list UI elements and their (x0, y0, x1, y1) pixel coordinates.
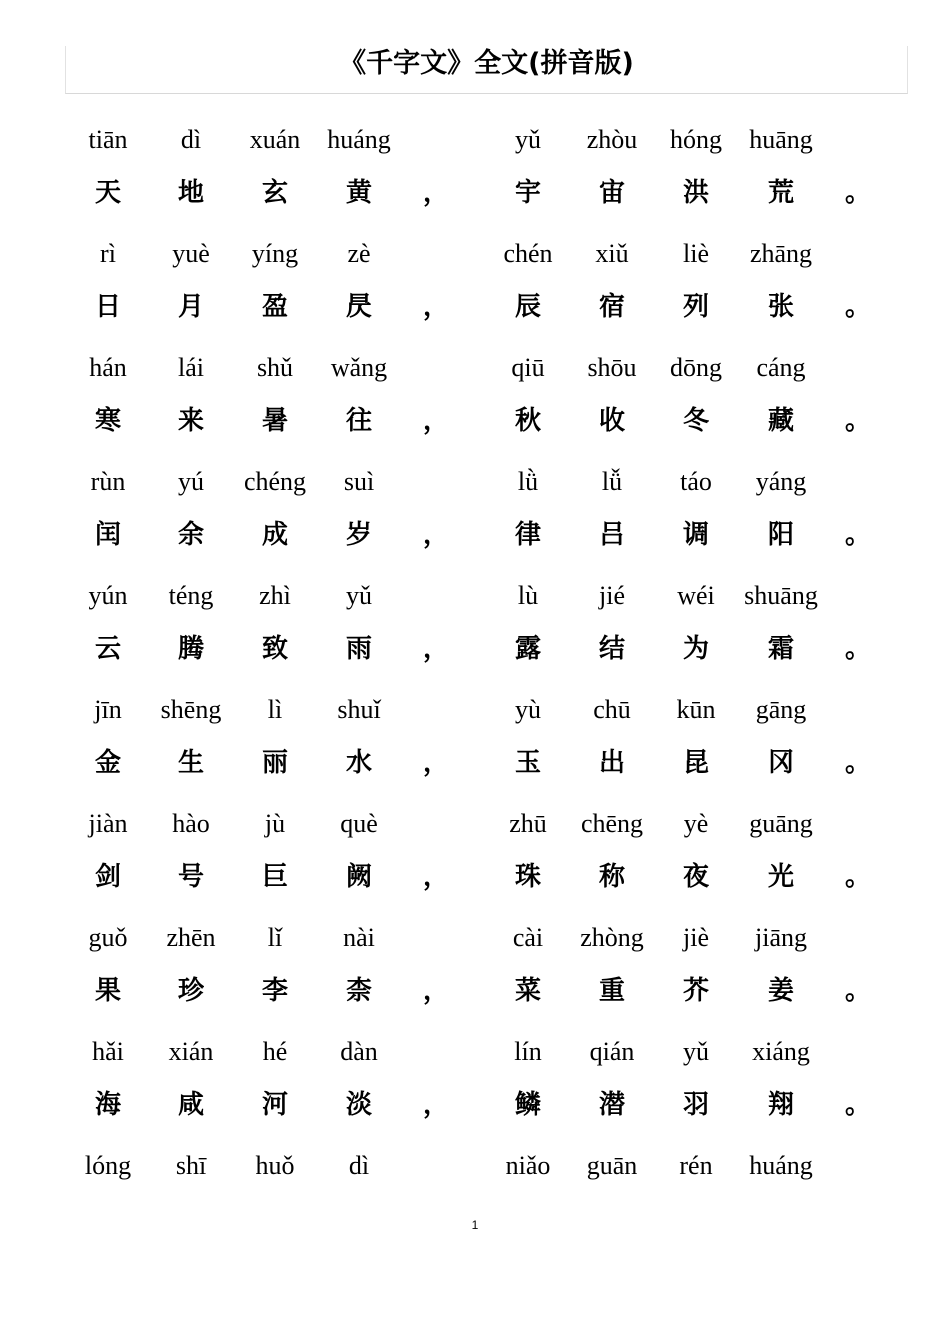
hanzi-character: 寒 (94, 406, 121, 436)
period-mark: 。 (844, 292, 871, 322)
hanzi-character: 张 (767, 292, 794, 322)
pinyin-syllable: jié (599, 581, 625, 610)
hanzi-character: 藏 (767, 406, 794, 436)
pinyin-syllable: zhòng (580, 923, 644, 952)
pinyin-syllable: jiè (683, 923, 709, 952)
hanzi-character: 李 (261, 976, 288, 1006)
pinyin-syllable: yǔ (683, 1037, 709, 1066)
period-mark: 。 (844, 748, 871, 778)
hanzi-character: 闰 (94, 520, 121, 550)
hanzi-character: 雨 (345, 634, 372, 664)
pinyin-syllable: shōu (587, 353, 637, 382)
hanzi-character: 丽 (261, 748, 288, 778)
hanzi-character: 阳 (767, 520, 794, 550)
pinyin-syllable: jù (264, 809, 286, 838)
hanzi-character: 云 (94, 634, 121, 664)
hanzi-character: 冈 (767, 748, 794, 778)
hanzi-character: 玉 (514, 748, 541, 778)
comma-mark: ， (422, 634, 449, 664)
hanzi-character: 律 (514, 520, 541, 550)
pinyin-syllable: shī (175, 1151, 207, 1180)
pinyin-syllable: zhāng (749, 239, 813, 268)
hanzi-character: 玄 (261, 178, 288, 208)
comma-mark: ， (422, 862, 449, 892)
pinyin-syllable: yè (683, 809, 709, 838)
hanzi-character: 姜 (767, 976, 794, 1006)
hanzi-character: 宙 (598, 178, 625, 208)
period-mark: 。 (844, 520, 871, 550)
comma-mark: ， (422, 976, 449, 1006)
hanzi-character: 号 (177, 862, 204, 892)
hanzi-character: 收 (598, 406, 625, 436)
pinyin-syllable: lì (267, 695, 283, 724)
pinyin-syllable: zhū (509, 809, 547, 838)
pinyin-syllable: niǎo (505, 1151, 551, 1180)
hanzi-character: 来 (177, 406, 204, 436)
pinyin-syllable: qián (589, 1037, 635, 1066)
hanzi-character: 秋 (514, 406, 541, 436)
hanzi-character: 河 (261, 1090, 288, 1120)
pinyin-syllable: táo (680, 467, 712, 496)
pinyin-syllable: xiǔ (595, 239, 629, 268)
pinyin-syllable: xiáng (752, 1037, 810, 1066)
hanzi-character: 月 (177, 292, 204, 322)
hanzi-character: 天 (94, 178, 121, 208)
pinyin-syllable: tiān (88, 125, 128, 154)
hanzi-character: 辰 (514, 292, 541, 322)
period-mark: 。 (844, 862, 871, 892)
hanzi-character: 列 (682, 292, 709, 322)
pinyin-syllable: hào (172, 809, 210, 838)
pinyin-syllable: lóng (84, 1151, 132, 1180)
pinyin-syllable: yáng (755, 467, 807, 496)
comma-mark: ， (422, 406, 449, 436)
hanzi-character: 羽 (682, 1090, 709, 1120)
hanzi-character: 荒 (767, 178, 794, 208)
pinyin-syllable: guāng (749, 809, 813, 838)
pinyin-syllable: suì (343, 467, 375, 496)
pinyin-syllable: yíng (251, 239, 299, 268)
comma-mark: ， (422, 520, 449, 550)
pinyin-syllable: jīn (94, 695, 122, 724)
pinyin-syllable: yún (88, 581, 128, 610)
hanzi-character: 冬 (682, 406, 709, 436)
hanzi-character: 结 (598, 634, 625, 664)
pinyin-syllable: chén (503, 239, 553, 268)
pinyin-syllable: rì (100, 239, 116, 268)
hanzi-character: 称 (598, 862, 625, 892)
pinyin-syllable: lù (517, 581, 539, 610)
pinyin-syllable: zhòu (586, 125, 638, 154)
period-mark: 。 (844, 976, 871, 1006)
pinyin-syllable: dì (180, 125, 202, 154)
pinyin-syllable: jiāng (755, 923, 807, 952)
hanzi-character: 柰 (345, 976, 372, 1006)
pinyin-syllable: huáng (327, 125, 391, 154)
hanzi-character: 珍 (177, 976, 204, 1006)
hanzi-character: 咸 (177, 1090, 204, 1120)
hanzi-character: 成 (261, 520, 288, 550)
hanzi-character: 生 (177, 748, 204, 778)
hanzi-character: 宇 (514, 178, 541, 208)
hanzi-character: 昃 (345, 292, 372, 322)
pinyin-syllable: téng (168, 581, 214, 610)
pinyin-syllable: cáng (756, 353, 806, 382)
pinyin-syllable: huāng (749, 125, 813, 154)
hanzi-character: 鳞 (514, 1090, 541, 1120)
pinyin-syllable: huǒ (255, 1151, 295, 1180)
hanzi-character: 芥 (682, 976, 709, 1006)
pinyin-syllable: chēng (580, 809, 644, 838)
pinyin-syllable: chéng (243, 467, 307, 496)
hanzi-character: 宿 (598, 292, 625, 322)
pinyin-syllable: hé (262, 1037, 288, 1066)
hanzi-character: 果 (94, 976, 121, 1006)
hanzi-character: 夜 (682, 862, 709, 892)
pinyin-syllable: liè (683, 239, 709, 268)
pinyin-syllable: yǔ (346, 581, 372, 610)
hanzi-character: 致 (261, 634, 288, 664)
hanzi-character: 水 (345, 748, 372, 778)
hanzi-character: 岁 (345, 520, 372, 550)
period-mark: 。 (844, 178, 871, 208)
hanzi-character: 阙 (345, 862, 372, 892)
pinyin-syllable: zhì (259, 581, 291, 610)
pinyin-syllable: zhēn (166, 923, 216, 952)
pinyin-syllable: rùn (90, 467, 126, 496)
pinyin-syllable: yǔ (515, 125, 541, 154)
comma-mark: ， (422, 1090, 449, 1120)
pinyin-syllable: hǎi (92, 1037, 124, 1066)
hanzi-character: 吕 (598, 520, 625, 550)
hanzi-character: 珠 (514, 862, 541, 892)
hanzi-character: 重 (598, 976, 625, 1006)
hanzi-character: 为 (682, 634, 709, 664)
pinyin-syllable: wǎng (330, 353, 388, 382)
hanzi-character: 调 (682, 520, 709, 550)
pinyin-syllable: què (340, 809, 378, 838)
pinyin-syllable: yú (178, 467, 204, 496)
pinyin-syllable: hán (89, 353, 127, 382)
hanzi-character: 黄 (345, 178, 372, 208)
pinyin-syllable: zè (347, 239, 371, 268)
hanzi-character: 余 (177, 520, 204, 550)
pinyin-syllable: hóng (670, 125, 722, 154)
hanzi-character: 露 (514, 634, 541, 664)
pinyin-syllable: dōng (670, 353, 722, 382)
pinyin-syllable: lái (178, 353, 204, 382)
period-mark: 。 (844, 634, 871, 664)
pinyin-syllable: gāng (755, 695, 807, 724)
pinyin-syllable: yù (515, 695, 541, 724)
period-mark: 。 (844, 1090, 871, 1120)
pinyin-syllable: kūn (676, 695, 716, 724)
hanzi-character: 海 (94, 1090, 121, 1120)
pinyin-syllable: qiū (511, 353, 545, 382)
hanzi-character: 金 (94, 748, 121, 778)
pinyin-syllable: xián (168, 1037, 214, 1066)
pinyin-syllable: shǔ (256, 353, 294, 382)
pinyin-syllable: xuán (249, 125, 301, 154)
pinyin-syllable: nài (343, 923, 375, 952)
hanzi-character: 霜 (767, 634, 794, 664)
hanzi-character: 洪 (682, 178, 709, 208)
pinyin-syllable: shēng (160, 695, 222, 724)
pinyin-syllable: shuāng (744, 581, 818, 610)
hanzi-character: 盈 (261, 292, 288, 322)
pinyin-syllable: guān (586, 1151, 638, 1180)
pinyin-syllable: lǚ (601, 467, 623, 496)
pinyin-syllable: wéi (677, 581, 715, 610)
hanzi-character: 光 (767, 862, 794, 892)
hanzi-character: 巨 (261, 862, 288, 892)
hanzi-character: 潜 (598, 1090, 625, 1120)
hanzi-character: 菜 (514, 976, 541, 1006)
page-title: 《千字文》全文(拼音版) (339, 48, 634, 79)
pinyin-syllable: lín (514, 1037, 542, 1066)
pinyin-syllable: shuǐ (337, 695, 381, 724)
comma-mark: ， (422, 178, 449, 208)
hanzi-character: 腾 (177, 634, 204, 664)
pinyin-syllable: jiàn (88, 809, 128, 838)
pinyin-syllable: guǒ (88, 923, 128, 952)
pinyin-syllable: yuè (172, 239, 210, 268)
pinyin-syllable: dàn (340, 1037, 378, 1066)
pinyin-syllable: lǜ (517, 467, 539, 496)
pinyin-syllable: lǐ (267, 923, 283, 952)
hanzi-character: 地 (177, 178, 204, 208)
hanzi-character: 出 (598, 748, 625, 778)
hanzi-character: 暑 (261, 406, 288, 436)
hanzi-character: 日 (94, 292, 121, 322)
period-mark: 。 (844, 406, 871, 436)
hanzi-character: 剑 (94, 862, 121, 892)
hanzi-character: 翔 (767, 1090, 794, 1120)
pinyin-syllable: dì (348, 1151, 370, 1180)
pinyin-syllable: rén (679, 1151, 713, 1180)
comma-mark: ， (422, 292, 449, 322)
pinyin-syllable: huáng (749, 1151, 813, 1180)
hanzi-character: 昆 (682, 748, 709, 778)
comma-mark: ， (422, 748, 449, 778)
pinyin-syllable: chū (593, 695, 631, 724)
hanzi-character: 往 (345, 406, 372, 436)
page-number: 1 (471, 1218, 479, 1232)
pinyin-syllable: cài (512, 923, 544, 952)
hanzi-character: 淡 (345, 1090, 372, 1120)
